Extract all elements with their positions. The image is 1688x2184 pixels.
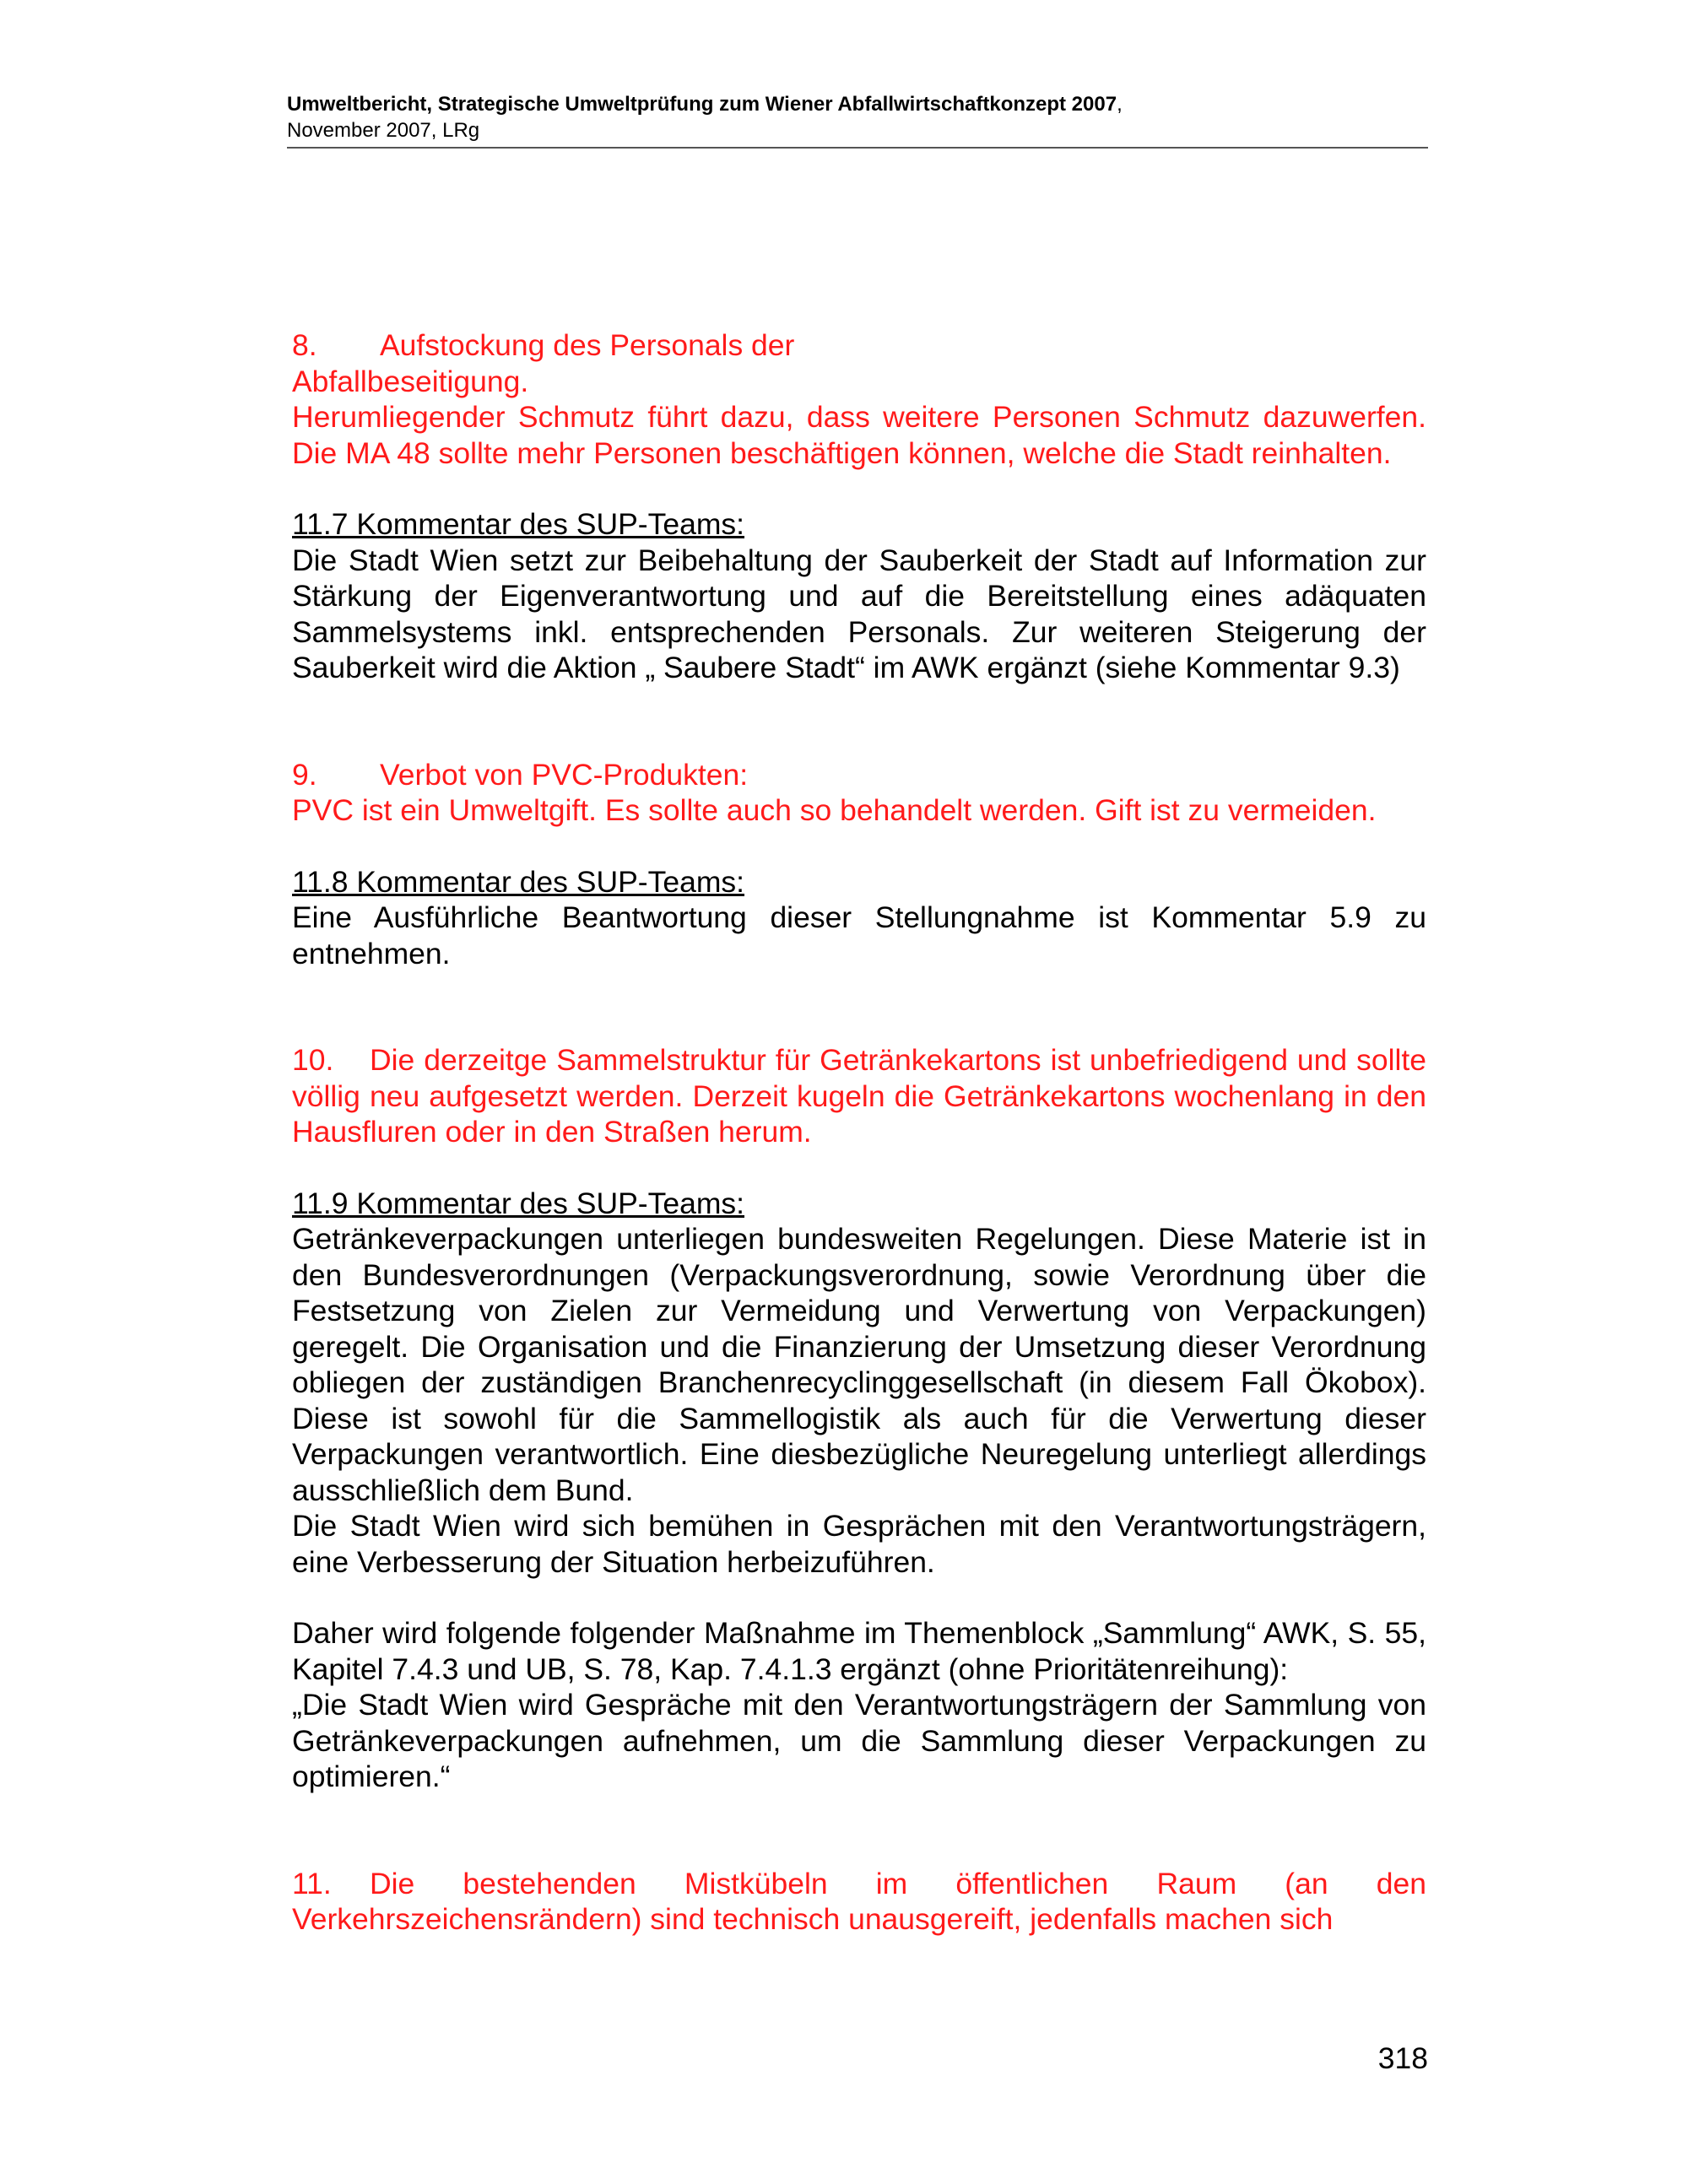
page-number: 318 <box>1377 2041 1428 2075</box>
comment-11-7-heading: 11.7 Kommentar des SUP-Teams: <box>292 507 745 541</box>
comment-11-8 <box>292 864 1426 972</box>
item-9-title-line <box>292 757 1426 793</box>
item-8-number: 8. <box>292 328 317 362</box>
item-8 <box>292 327 1426 471</box>
comment-11-9-heading: 11.9 Kommentar des SUP-Teams: <box>292 1186 745 1220</box>
item-10-text: Die derzeitge Sammelstruktur für Getränkekartons ist unbefriedigend und sollte völlig neu aufgesetzt werden. Derzeit kugeln die Getränkekartons wochenlang in den Hausfluren oder in den Straßen herum. <box>292 1043 1426 1149</box>
header-subtitle: November 2007, LRg <box>287 119 480 142</box>
item-10-number: 10. <box>292 1043 334 1077</box>
item-8-title-continued: Abfallbeseitigung. <box>292 364 529 398</box>
comment-11-9-body-4: „Die Stadt Wien wird Gespräche mit den Verantwortungsträgern der Sammlung von Getränkeverpackungen aufnehmen, um die Sammlung dieser Verpackungen zu optimieren.“ <box>292 1688 1426 1793</box>
item-11 <box>292 1866 1426 1938</box>
comment-11-8-body: Eine Ausführliche Beantwortung dieser Stellungnahme ist Kommentar 5.9 zu entnehmen. <box>292 900 1426 970</box>
item-9 <box>292 757 1426 829</box>
item-9-number: 9. <box>292 757 317 792</box>
item-8-body: Herumliegender Schmutz führt dazu, dass weitere Personen Schmutz dazuwerfen. Die MA 48 sollte mehr Personen beschäftigen können, welche die Stadt reinhalten. <box>292 400 1426 470</box>
comment-11-8-heading: 11.8 Kommentar des SUP-Teams: <box>292 864 745 899</box>
item-10 <box>292 1042 1426 1150</box>
item-8-title: Aufstockung des Personals der <box>380 328 795 362</box>
comment-11-9-body-3: Daher wird folgende folgender Maßnahme im Themenblock „Sammlung“ AWK, S. 55, Kapitel 7.4.3 und UB, S. 78, Kap. 7.4.1.3 ergänzt (ohne Prioritätenreihung): <box>292 1616 1426 1686</box>
comment-11-9-body-2: Die Stadt Wien wird sich bemühen in Gesprächen mit den Verantwortungsträgern, eine Verbesserung der Situation herbeizuführen. <box>292 1509 1426 1579</box>
comment-11-9 <box>292 1186 1426 1795</box>
item-9-title: Verbot von PVC-Produkten: <box>380 757 749 792</box>
item-9-body: PVC ist ein Umweltgift. Es sollte auch so behandelt werden. Gift ist zu vermeiden. <box>292 793 1377 827</box>
item-11-number: 11. <box>292 1866 332 1900</box>
comment-11-7-body: Die Stadt Wien setzt zur Beibehaltung der Sauberkeit der Stadt auf Information zur Stärkung der Eigenverantwortung und auf die Bereitstellung eines adäquaten Sammelsystems inkl. entsprechenden Personals. Zur weiteren Steigerung der Sauberkeit wird die Aktion „ Saubere Stadt“ im AWK ergänzt (siehe Kommentar 9.3) <box>292 543 1426 684</box>
item-8-title-line <box>292 327 1426 364</box>
header-title-line <box>287 91 1428 117</box>
comment-11-9-body-1: Getränkeverpackungen unterliegen bundesweiten Regelungen. Diese Materie ist in den Bundesverordnungen (Verpackungsverordnung, sowie Verordnung über die Festsetzung von Zielen zur Vermeidung und Verwertung von Verpackungen) geregelt. Die Organisation und die Finanzierung der Umsetzung dieser Verordnung obliegen der zuständigen Branchenrecyclinggesellschaft (in diesem Fall Ökobox). Diese ist sowohl für die Sammellogistik als auch für die Verwertung dieser Verpackungen verantwortlich. Eine diesbezügliche Neuregelung unterliegt allerdings ausschließlich dem Bund. <box>292 1222 1426 1507</box>
item-11-text: Die bestehenden Mistkübeln im öffentlichen Raum (an den Verkehrszeichensrändern) sind technisch unausgereift, jedenfalls machen sich <box>292 1866 1426 1936</box>
item-10-paragraph <box>292 1042 1426 1150</box>
page-header <box>287 91 1428 149</box>
document-body <box>292 327 1426 1938</box>
header-title: Umweltbericht, Strategische Umweltprüfung zum Wiener Abfallwirtschaftkonzept 2007 <box>287 93 1117 116</box>
item-11-paragraph <box>292 1866 1426 1938</box>
comment-11-7 <box>292 506 1426 686</box>
header-title-suffix: , <box>1117 93 1123 116</box>
